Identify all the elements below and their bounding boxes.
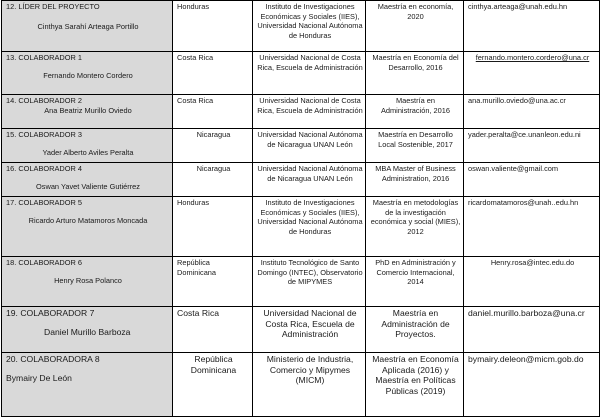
table-row [2,257,600,307]
email-cell [464,257,600,307]
institution-cell: Instituto de Investigaciones Económicas y Sociales (IIES), Universidad Nacional Autónoma de Honduras [253,1,366,52]
member-name: Oswan Yavet Valiente Gutiérrez [36,181,140,191]
email-cell [464,197,600,257]
table-row [2,197,600,257]
member-cell [2,163,173,197]
member-cell [2,1,173,52]
table-row [2,307,600,353]
institution-cell: Instituto Tecnológico de Santo Domingo (INTEC), Observatorio de MIPYMES [253,257,366,307]
member-cell [2,129,173,163]
institution-cell: Instituto de Investigaciones Económicas y Sociales (IIES), Universidad Nacional Autónoma de Honduras [253,197,366,257]
member-role: 18. COLABORADOR 6 [6,258,82,267]
email-cell [464,1,600,52]
country-cell: República Dominicana [173,257,253,307]
degree-cell: Maestría en metodologías de la investigación económica y social (MIES), 2012 [366,197,464,257]
member-role: 20. COLABORADORA 8 [6,354,100,364]
country-cell: Nicaragua [173,163,253,197]
institution-cell: Universidad Nacional de Costa Rica, Escuela de Administración [253,52,366,95]
email-text: oswan.valiente@gmail.com [468,164,559,173]
email-cell [464,129,600,163]
country-cell: Honduras [173,1,253,52]
degree-cell: MBA Master of Business Administration, 2016 [366,163,464,197]
country-cell: Costa Rica [173,95,253,129]
table-row [2,129,600,163]
institution-cell: Universidad Nacional Autónoma de Nicaragua UNAN León [253,129,366,163]
table-row [2,52,600,95]
email-link[interactable]: fernando.montero.cordero@una.cr [475,53,590,62]
degree-cell: PhD en Administración y Comercio Internacional, 2014 [366,257,464,307]
institution-cell: Universidad Nacional de Costa Rica, Escuela de Administración [253,95,366,129]
member-name: Daniel Murillo Barboza [44,326,131,337]
country-cell: Costa Rica [173,52,253,95]
member-name: Fernando Montero Cordero [43,70,133,80]
degree-cell: Maestría en Desarrollo Local Sostenible, 2017 [366,129,464,163]
degree-cell: Maestría en Administración de Proyectos. [366,307,464,353]
table-row [2,353,600,417]
country-cell: Honduras [173,197,253,257]
table-row [2,163,600,197]
degree-cell: Maestría en Economía del Desarrollo, 2016 [366,52,464,95]
member-name: Henry Rosa Polanco [54,275,122,285]
country-cell: República Dominicana [173,353,253,417]
member-cell [2,197,173,257]
member-cell [2,307,173,353]
degree-cell: Maestría en Economía Aplicada (2016) y Maestría en Políticas Públicas (2019) [366,353,464,417]
email-text: ricardomatamoros@unah..edu.hn [468,198,579,207]
collaborators-table [1,0,600,417]
institution-cell: Ministerio de Industria, Comercio y Mipymes (MICM) [253,353,366,417]
member-cell [2,353,173,417]
email-text: yader.peralta@ce.unanleon.edu.ni [468,130,581,139]
degree-cell: Maestría en economía, 2020 [366,1,464,52]
email-text: daniel.murillo.barboza@una.cr [468,308,585,318]
member-name: Ana Beatriz Murillo Oviedo [44,105,132,115]
email-cell [464,353,600,417]
member-name: Bymairy De León [6,372,72,383]
member-name: Yader Alberto Aviles Peralta [42,147,134,157]
email-cell [464,95,600,129]
degree-cell: Maestría en Administración, 2016 [366,95,464,129]
member-role: 17. COLABORADOR 5 [6,198,82,207]
table-row [2,1,600,52]
email-cell [464,307,600,353]
country-cell: Costa Rica [173,307,253,353]
member-role: 15. COLABORADOR 3 [6,130,82,139]
member-role: 16. COLABORADOR 4 [6,164,82,173]
institution-cell: Universidad Nacional de Costa Rica, Escuela de Administración [253,307,366,353]
member-name: Cinthya Sarahí Arteaga Portillo [37,21,139,31]
member-cell [2,52,173,95]
email-cell [464,163,600,197]
member-name: Ricardo Arturo Matamoros Moncada [28,215,148,225]
member-role: 14. COLABORADOR 2 [6,96,82,105]
email-cell [464,52,600,95]
email-text: Henry.rosa@intec.edu.do [490,258,575,267]
email-text: cinthya.arteaga@unah.edu.hn [468,2,568,11]
email-text: bymairy.deleon@micm.gob.do [468,354,584,364]
email-text: ana.murillo.oviedo@una.ac.cr [468,96,566,105]
table-row [2,95,600,129]
member-role: 19. COLABORADOR 7 [6,308,95,318]
member-role: 13. COLABORADOR 1 [6,53,82,62]
member-cell [2,257,173,307]
member-role: 12. LÍDER DEL PROYECTO [6,2,100,11]
member-cell [2,95,173,129]
country-cell: Nicaragua [173,129,253,163]
institution-cell: Universidad Nacional Autónoma de Nicaragua UNAN León [253,163,366,197]
